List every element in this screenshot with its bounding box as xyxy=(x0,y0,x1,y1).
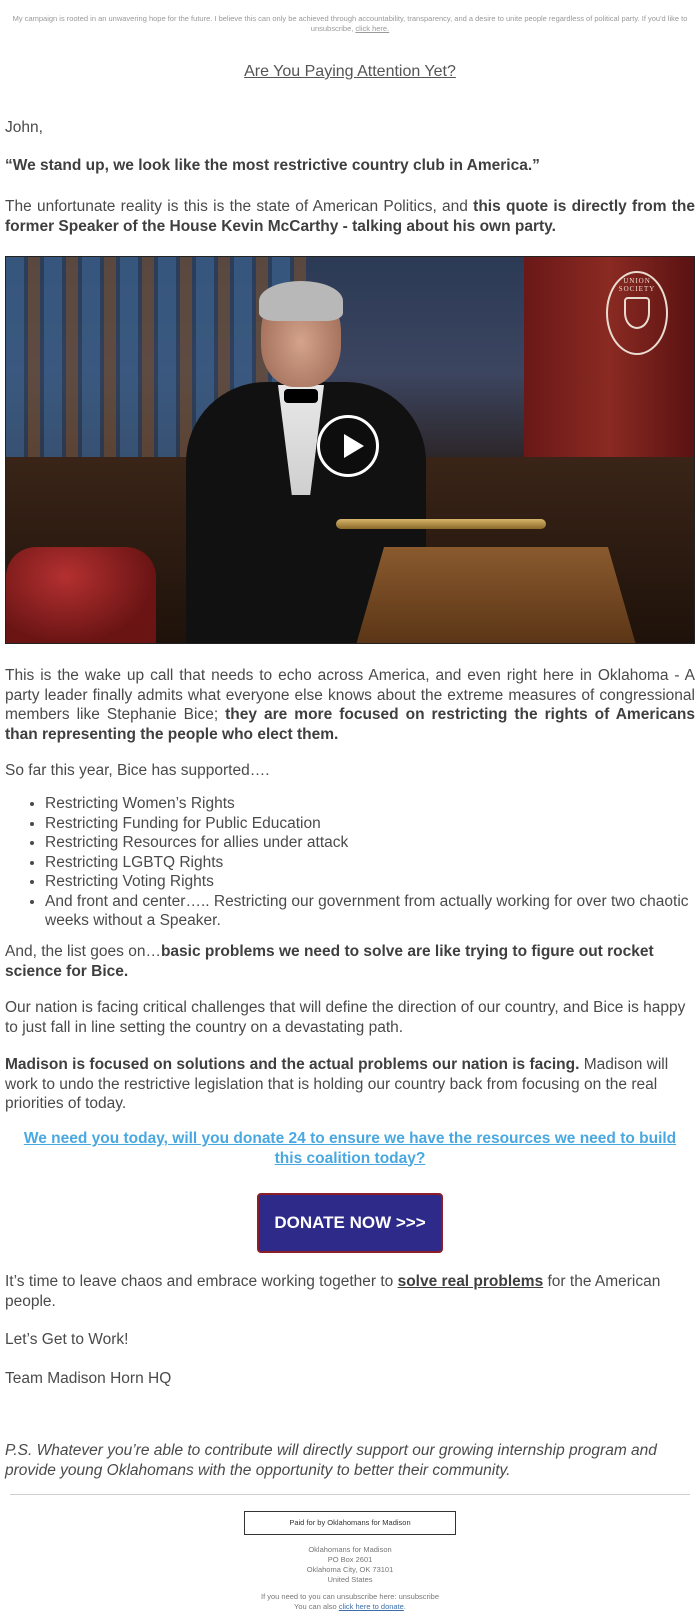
union-society-seal: UNION SOCIETY xyxy=(606,271,668,355)
list-item: • Restricting LGBTQ Rights xyxy=(45,853,695,873)
footer-donate-link[interactable]: click here to donate xyxy=(338,1602,404,1611)
paid-for-disclaimer: Paid for by Oklahomans for Madison xyxy=(244,1511,456,1535)
paragraph-madison-bold: Madison is focused on solutions and the actual problems our nation is facing. xyxy=(5,1056,580,1073)
postscript: P.S. Whatever you’re able to contribute will directly support our growing internship program and provide young Oklahomans with the opportunity to better their community. xyxy=(5,1442,657,1479)
list-item: • Restricting Voting Rights xyxy=(45,872,695,892)
quote xyxy=(5,156,695,176)
play-icon[interactable] xyxy=(317,415,379,477)
paragraph-madison xyxy=(5,1055,695,1114)
unsubscribe-line[interactable]: If you need to you can unsubscribe here: unsubscribe xyxy=(260,1592,440,1601)
bow-tie xyxy=(284,389,318,403)
donate-now-button[interactable]: DONATE NOW >>> xyxy=(257,1193,443,1253)
list-item: • Restricting Funding for Public Education xyxy=(45,814,695,834)
paragraph-list-goes-on-bold: basic problems we need to solve are like trying to figure out rocket science for Bice. xyxy=(5,943,654,980)
video-thumbnail[interactable] xyxy=(5,256,695,644)
footer-links xyxy=(0,1592,700,1612)
list-item: • Restricting Resources for allies under attack xyxy=(45,833,695,853)
paragraph-wake-up xyxy=(5,666,695,744)
list-item: • Restricting Women’s Rights xyxy=(45,794,695,814)
greeting: John, xyxy=(5,119,43,136)
address-line: PO Box 2601 xyxy=(327,1555,373,1564)
list-item: • And front and center….. Restricting our government from actually working for over two chaotic weeks without a Speaker. xyxy=(45,892,695,931)
paragraph-nation: Our nation is facing critical challenges that will define the direction of our country, and Bice is happy to just fall in line setting the country on a devastating path. xyxy=(5,999,686,1036)
preheader-text: My campaign is rooted in an unwavering hope for the future. I believe this can only be achieved through accountability, transparency, and a desire to unite people regardless of political party. If you'd like to unsubscribe, xyxy=(12,14,688,33)
signoff: Let’s Get to Work! xyxy=(5,1331,129,1348)
quote-text: “We stand up, we look like the most restrictive country club in America.” xyxy=(5,157,540,174)
red-chair xyxy=(6,547,156,644)
paragraph-list-goes-on xyxy=(5,942,695,981)
bice-list xyxy=(5,794,695,931)
paragraph-list-goes-on-plain: And, the list goes on… xyxy=(5,943,161,960)
address-line: Oklahomans for Madison xyxy=(308,1545,392,1554)
paragraph-time-plain-after: for the American people. xyxy=(5,1273,661,1310)
paragraph-mccarthy-plain: The unfortunate reality is this is the state of American Politics, and xyxy=(5,198,474,215)
paragraph-mccarthy xyxy=(5,197,695,236)
address-line: Oklahoma City, OK 73101 xyxy=(306,1565,394,1574)
email-headline: Are You Paying Attention Yet? xyxy=(244,63,456,80)
paragraph-wake-up-plain: This is the wake up call that needs to echo across America, and even right here in Oklahoma - A party leader finally admits what everyone else knows about the extreme measures of congressional members like Stephanie Bice; xyxy=(5,667,695,723)
donate-cta-link[interactable]: We need you today, will you donate 24 to ensure we have the resources we need to build this coalition today? xyxy=(23,1130,677,1167)
list-intro: So far this year, Bice has supported…. xyxy=(5,762,270,779)
mailing-address xyxy=(0,1545,700,1585)
paragraph-time-plain-before: It’s time to leave chaos and embrace working together to xyxy=(5,1273,398,1290)
paragraph-time-to-leave xyxy=(5,1272,695,1311)
paragraph-mccarthy-bold: this quote is directly from the former Speaker of the House Kevin McCarthy - talking about his own party. xyxy=(5,198,695,235)
paragraph-madison-plain: Madison will work to undo the restrictive legislation that is holding our country back from focusing on the real priorities of today. xyxy=(5,1056,669,1112)
signature: Team Madison Horn HQ xyxy=(5,1370,172,1387)
preheader xyxy=(12,14,688,34)
address-line: United States xyxy=(327,1575,373,1584)
footer-divider xyxy=(10,1494,690,1495)
podium-lamp xyxy=(336,519,546,529)
podium xyxy=(356,547,636,644)
donate-line: You can also click here to donate. xyxy=(294,1602,406,1611)
solve-real-problems-link[interactable]: solve real problems xyxy=(397,1273,544,1290)
paragraph-wake-up-bold: they are more focused on restricting the rights of Americans than representing the people who elect them. xyxy=(5,706,695,743)
preheader-unsubscribe-link[interactable]: click here. xyxy=(355,24,390,33)
